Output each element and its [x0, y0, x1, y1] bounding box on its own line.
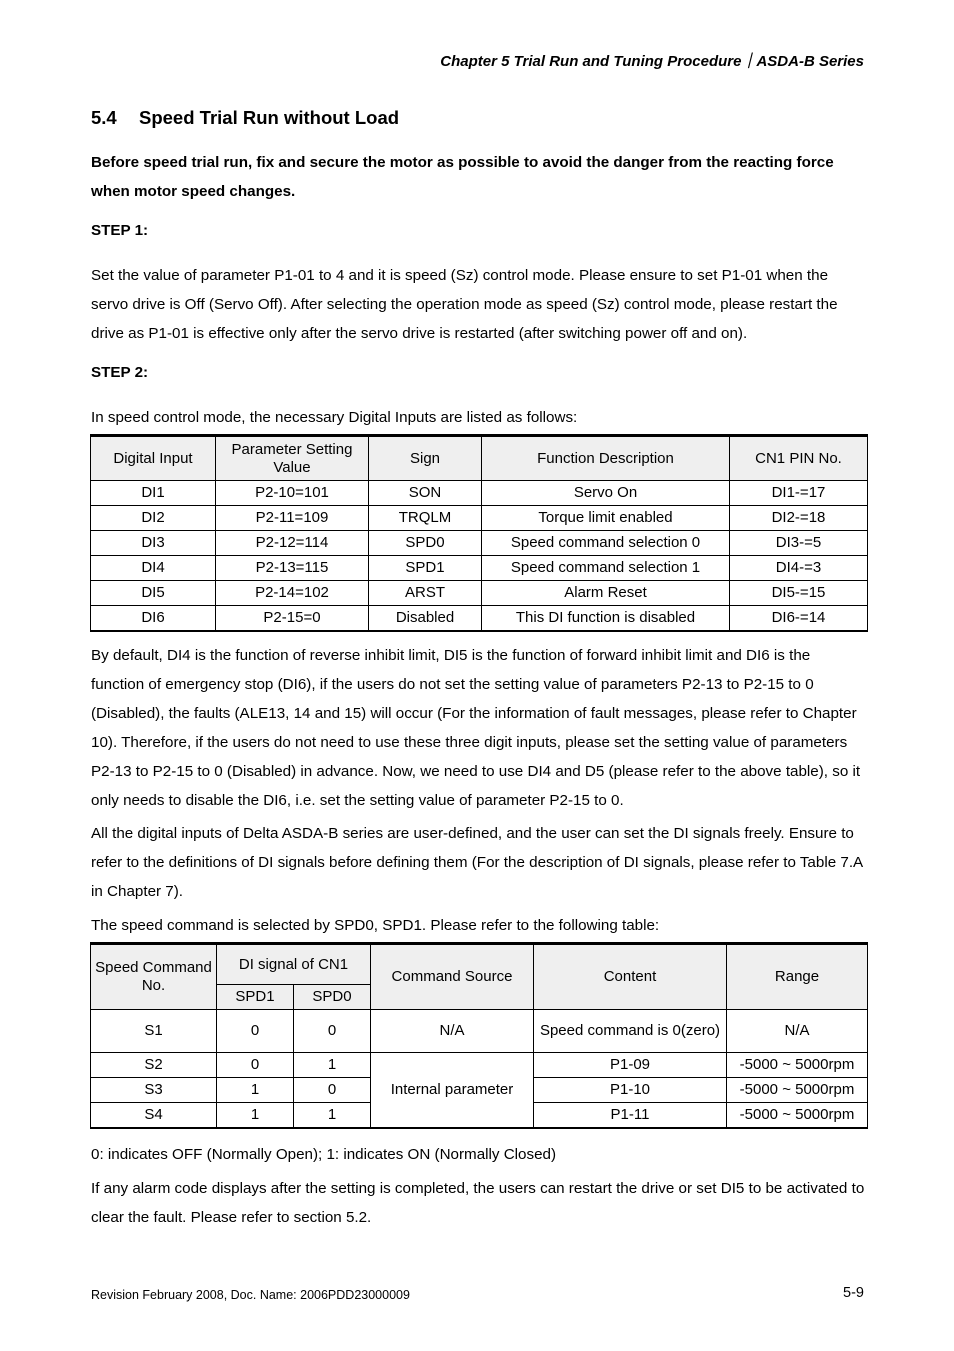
table-cell: Speed command selection 1: [482, 556, 730, 581]
user-defined-paragraph: All the digital inputs of Delta ASDA-B series are user-defined, and the user can set the DI signals freely. Ensure to refer to the definitions of DI signals before defining them (For the description of DI signals, please refer to Table 7.A in Chapter 7).: [91, 825, 863, 900]
table-row: [91, 581, 868, 606]
step1-label: STEP 1:: [91, 222, 149, 239]
table-row: [91, 1053, 868, 1078]
on-off-note: 0: indicates OFF (Normally Open); 1: indicates ON (Normally Closed): [91, 1146, 557, 1163]
table-cell: 0: [217, 1053, 294, 1078]
header-cell: Function Description: [482, 436, 730, 481]
table-cell: Disabled: [369, 606, 482, 632]
digital-input-table: [90, 434, 868, 632]
table-row: [91, 481, 868, 506]
table-cell: Speed command is 0(zero): [534, 1010, 727, 1053]
table-cell: ARST: [369, 581, 482, 606]
section-title: [91, 107, 399, 129]
table-cell: DI3-=5: [730, 531, 868, 556]
table-cell: 0: [294, 1010, 371, 1053]
table-cell: P1-11: [534, 1103, 727, 1129]
speed-command-intro: The speed command is selected by SPD0, SPD1. Please refer to the following table:: [91, 917, 660, 934]
table-cell: S4: [91, 1103, 217, 1129]
header-cell: Command Source: [371, 944, 534, 1010]
table-cell: DI1-=17: [730, 481, 868, 506]
table-cell: 1: [217, 1078, 294, 1103]
header-cell: Range: [727, 944, 868, 1010]
header-cell: Content: [534, 944, 727, 1010]
step2-intro: In speed control mode, the necessary Digital Inputs are listed as follows:: [91, 409, 578, 426]
table-cell: 1: [294, 1103, 371, 1129]
table-cell: S1: [91, 1010, 217, 1053]
page-number: 5-9: [843, 1285, 864, 1301]
table-cell: P2-14=102: [216, 581, 369, 606]
section-title-text: Speed Trial Run without Load: [139, 107, 400, 128]
table-row: [91, 606, 868, 632]
section-number: 5.4: [91, 107, 117, 128]
table-cell: DI2: [91, 506, 216, 531]
table-cell: -5000 ~ 5000rpm: [727, 1078, 868, 1103]
table-row: [91, 506, 868, 531]
header-cell: Parameter Setting Value: [216, 436, 369, 481]
table-header-row: [91, 944, 868, 985]
table-cell: 1: [294, 1053, 371, 1078]
table-cell: 0: [217, 1010, 294, 1053]
header-cell: Sign: [369, 436, 482, 481]
footer-revision: Revision February 2008, Doc. Name: 2006PDD23000009: [91, 1288, 410, 1302]
header-cell: SPD1: [217, 985, 294, 1010]
table-cell: P1-09: [534, 1053, 727, 1078]
table-cell: TRQLM: [369, 506, 482, 531]
table-row: [91, 531, 868, 556]
table-cell: SPD0: [369, 531, 482, 556]
table-cell: This DI function is disabled: [482, 606, 730, 632]
table-cell: Servo On: [482, 481, 730, 506]
table-cell: DI6: [91, 606, 216, 632]
default-di-paragraph: By default, DI4 is the function of reverse inhibit limit, DI5 is the function of forward inhibit limit and DI6 is the function of emergency stop (DI6), if the users do not set the setting value of parameters P2-13 to P2-15 to 0 (Disabled), the faults (ALE13, 14 and 15) will occur (For the information of fault messages, please refer to Chapter 10). Therefore, if the users do not need to use these three digit inputs, please set the setting value of parameters P2-13 to P2-15 to 0 (Disabled) in advance. Now, we need to use DI4 and D5 (please refer to the above table), so it only needs to disable the DI6, i.e. set the setting value of parameter P2-15 to 0.: [91, 647, 861, 809]
table-cell: DI4-=3: [730, 556, 868, 581]
header-cell: Digital Input: [91, 436, 216, 481]
table-cell: DI5: [91, 581, 216, 606]
table-header-row: [91, 436, 868, 481]
table-cell: SON: [369, 481, 482, 506]
table-cell: DI2-=18: [730, 506, 868, 531]
table-cell: DI6-=14: [730, 606, 868, 632]
header-cell: CN1 PIN No.: [730, 436, 868, 481]
table-cell: N/A: [727, 1010, 868, 1053]
table-cell: -5000 ~ 5000rpm: [727, 1053, 868, 1078]
table-cell: P1-10: [534, 1078, 727, 1103]
table-row: [91, 1010, 868, 1053]
table-cell: 0: [294, 1078, 371, 1103]
table-cell: Speed command selection 0: [482, 531, 730, 556]
table-cell: 1: [217, 1103, 294, 1129]
table-cell: P2-13=115: [216, 556, 369, 581]
table-cell: Torque limit enabled: [482, 506, 730, 531]
table-cell: P2-12=114: [216, 531, 369, 556]
header-cell: DI signal of CN1: [217, 944, 371, 985]
table-cell: DI1: [91, 481, 216, 506]
table-cell: N/A: [371, 1010, 534, 1053]
table-cell: P2-11=109: [216, 506, 369, 531]
step2-label: STEP 2:: [91, 364, 149, 381]
table-cell: DI4: [91, 556, 216, 581]
speed-command-table: [90, 942, 868, 1129]
table-cell: S3: [91, 1078, 217, 1103]
page-header: Chapter 5 Trial Run and Tuning Procedure｜ASDA-B Series: [440, 53, 864, 70]
table-cell: SPD1: [369, 556, 482, 581]
warning-text: Before speed trial run, fix and secure the motor as possible to avoid the danger from the reacting force when motor speed changes.: [91, 154, 834, 200]
table-cell: P2-15=0: [216, 606, 369, 632]
step1-text: Set the value of parameter P1-01 to 4 and it is speed (Sz) control mode. Please ensure to set P1-01 when the servo drive is Off (Servo Off). After selecting the operation mode as speed (Sz) control mode, please restart the drive as P1-01 is effective only after the servo drive is restarted (after switching power off and on).: [91, 267, 838, 342]
table-cell: Alarm Reset: [482, 581, 730, 606]
table-cell: P2-10=101: [216, 481, 369, 506]
table-cell: Internal parameter: [371, 1053, 534, 1129]
table-cell: DI5-=15: [730, 581, 868, 606]
table-cell: -5000 ~ 5000rpm: [727, 1103, 868, 1129]
header-cell: Speed Command No.: [91, 944, 217, 1010]
table-cell: S2: [91, 1053, 217, 1078]
table-cell: DI3: [91, 531, 216, 556]
table-row: [91, 556, 868, 581]
alarm-paragraph: If any alarm code displays after the setting is completed, the users can restart the drive or set DI5 to be activated to clear the fault. Please refer to section 5.2.: [91, 1180, 865, 1226]
header-cell: SPD0: [294, 985, 371, 1010]
